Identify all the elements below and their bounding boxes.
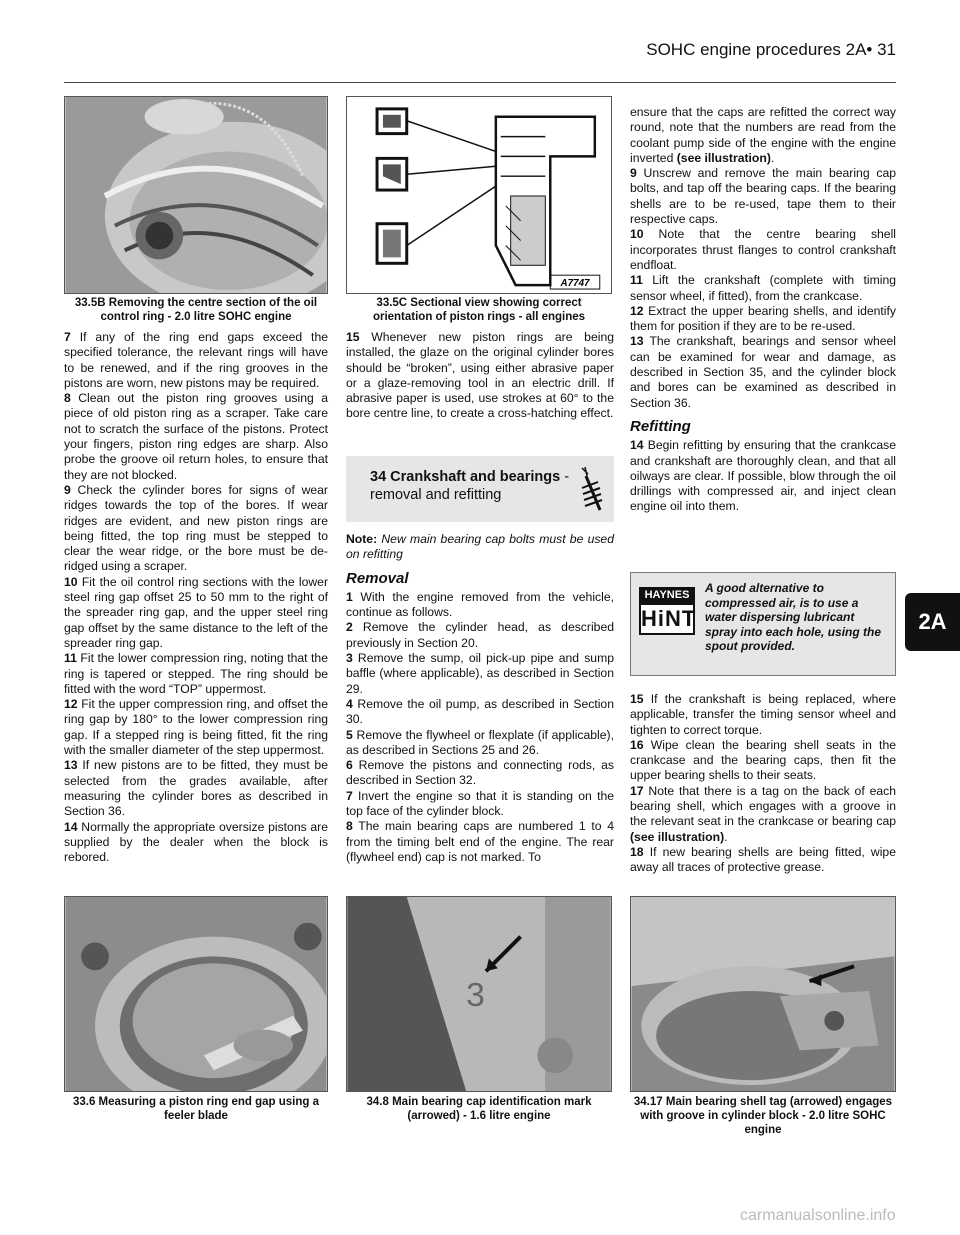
photo-feeler-blade [64,896,328,1092]
para-12: 12 Extract the upper bearing shells, and identify them for position if they are to be re-used. [630,303,896,334]
removal-para-8: 8 The main bearing caps are numbered 1 to 4 from the timing belt end of the engine. The rear (flywheel end) cap is not marked. To [346,819,614,864]
caption-34-8: 34.8 Main bearing cap identification mark (arrowed) - 1.6 litre engine [366,1096,592,1122]
removal-para-6: 6 Remove the pistons and connecting rods, as described in Section 32. [346,758,614,788]
removal-heading: Removal [346,569,409,587]
haynes-hint-logo: HAYNES HiNT [639,587,695,637]
wrench-difficulty-icon [578,464,604,516]
right-column [630,105,896,515]
piston-ring-image [65,97,327,293]
refitting-heading: Refitting [630,417,691,435]
photo-bearing-cap-mark [346,896,612,1092]
para-11: 11 Lift the crankshaft (complete with timing sensor wheel, if fitted), from the crankcase. [630,273,896,303]
para-7: 7 If any of the ring end gaps exceed the specified tolerance, the relevant rings will have to be renewed, and if the ring grooves in the pistons are worn, new pistons may be required. [64,330,328,390]
watermark: carmanualsonline.info [740,1207,896,1224]
hint-text: A good alternative to compressed air, is to use a water dispersing lubricant spray into each hole, using the spout provided. [705,581,882,654]
para-15: 15 If the crankshaft is being replaced, where applicable, transfer the timing sensor wheel and tighten to correct torque. [630,692,896,737]
para-13: 13 If new pistons are to be fitted, they must be selected from the grades available, after measuring the cylinder bores as described in Section 36. [64,758,328,819]
para-10: 10 Fit the oil control ring sections with the lower steel ring gap offset 25 to 50 mm to the right of the spreader ring gap, and the upper steel ring gap offset by the same distance to the left of the spreader ring gap. [64,574,328,650]
bearing-shell-image [631,897,895,1091]
para-8: 8 Clean out the piston ring grooves using a piece of old piston ring as a scraper. Take care not to scratch the surface of the pistons. Protect your fingers, piston ring edges are sharp. Also probe the groove oil return holes, to ensure that they are not blocked. [64,391,328,482]
caption-34-17: 34.17 Main bearing shell tag (arrowed) engages with groove in cylinder block - 2.0 litre SOHC engine [633,1096,893,1136]
photo-bearing-shell-tag [630,896,896,1092]
para-17: 17 Note that there is a tag on the back of each bearing shell, which engages with a groove in the relevant seat in the crankcase or bearing cap (see illustration). [630,783,896,844]
section-34-heading [346,456,614,522]
removal-para-5: 5 Remove the flywheel or flexplate (if applicable), as described in Sections 25 and 26. [346,727,614,757]
chapter-tab: 2A [905,593,960,651]
removal-para-3: 3 Remove the sump, oil pick-up pipe and sump baffle (where applicable), as described in Section 29. [346,651,615,696]
diagram-piston-rings [346,96,612,294]
haynes-hint-box [630,572,896,676]
para-9: 9 Check the cylinder bores for signs of wear ridges towards the top of the bores. If wear ridges are evident, and new piston rings are being fitted, the top ring must be stepped to clear the wear ridge, or the bore must be de-ridged using a scraper. [64,482,328,574]
bearing-cap-image [347,897,611,1091]
diagram-ref-code: A7747 [560,278,590,290]
removal-para-4: 4 Remove the oil pump, as described in Section 30. [346,696,614,727]
photo-piston-oil-ring [64,96,328,294]
cap-number: 3 [466,976,485,1014]
caption-33-6: 33.6 Measuring a piston ring end gap using a feeler blade [72,1096,319,1122]
header-rule [64,82,896,83]
mid-column-lower [346,532,614,865]
para-14: 14 Normally the appropriate oversize pistons are supplied by the dealer when the block is rebored. [64,819,328,865]
note: Note: New main bearing cap bolts must be used on refitting [346,532,614,562]
para-12: 12 Fit the upper compression ring, and offset the ring gap by 180° to the lower compression ring gap. If a stepped ring is being fitted, fit the ring with the smaller diameter of the step uppermost. [64,697,328,758]
caption-33-5b: 33.5B Removing the centre section of the oil control ring - 2.0 litre SOHC engine [74,297,318,323]
feeler-blade-image [65,897,327,1091]
removal-para-7: 7 Invert the engine so that it is standing on the top face of the cylinder block. [346,788,615,819]
left-column [64,330,328,865]
para-14: 14 Begin refitting by ensuring that the crankcase and crankshaft are thoroughly clean, and that all oilways are clear. If possible, blow through the oil drillings with compressed air, and inject clean engine oil into them. [630,438,896,514]
para-13: 13 The crankshaft, bearings and sensor wheel can be examined for wear and damage, as described in Section 35, and the cylinder block and bores can be examined as described in Section 36. [630,334,896,410]
removal-para-1: 1 With the engine removed from the vehicle, continue as follows. [346,589,614,620]
para-9: 9 Unscrew and remove the main bearing cap bolts, and tap off the bearing caps. If the bearing shells are to be re-used, tape them to their respective caps. [630,166,896,227]
para-8-continued: ensure that the caps are refitted the correct way round, note that the numbers are read from the coolant pump side of the engine with the engine inverted (see illustration). [630,105,896,165]
page-header: SOHC engine procedures 2A• 31 [646,40,896,59]
para-15: 15 Whenever new piston rings are being installed, the glaze on the original cylinder bores should be “broken”, using either abrasive paper or a glaze-removing tool in an electric drill. If abrasive paper is used, use strokes at 60° to the bore centre line, to create a cross-hatching effect. [346,330,614,421]
para-18: 18 If new bearing shells are being fitted, wipe away all traces of protective grease. [630,844,896,875]
para-16: 16 Wipe clean the bearing shell seats in the crankcase and the bearing caps, then fit the upper bearing shells to their seats. [630,737,897,783]
right-column-lower [630,692,896,876]
para-11: 11 Fit the lower compression ring, noting that the ring is tapered or stepped. The ring should be fitted with the word “TOP” uppermost. [64,651,328,696]
section-title: 34 Crankshaft and bearings - removal and refitting [370,469,570,503]
removal-para-2: 2 Remove the cylinder head, as described previously in Section 20. [346,620,615,650]
piston-section-drawing [347,97,611,293]
mid-column-top [346,330,614,422]
para-10: 10 Note that the centre bearing shell incorporates thrust flanges to control crankshaft endfloat. [630,227,897,272]
caption-33-5c: 33.5C Sectional view showing correct orientation of piston rings - all engines [372,297,586,323]
